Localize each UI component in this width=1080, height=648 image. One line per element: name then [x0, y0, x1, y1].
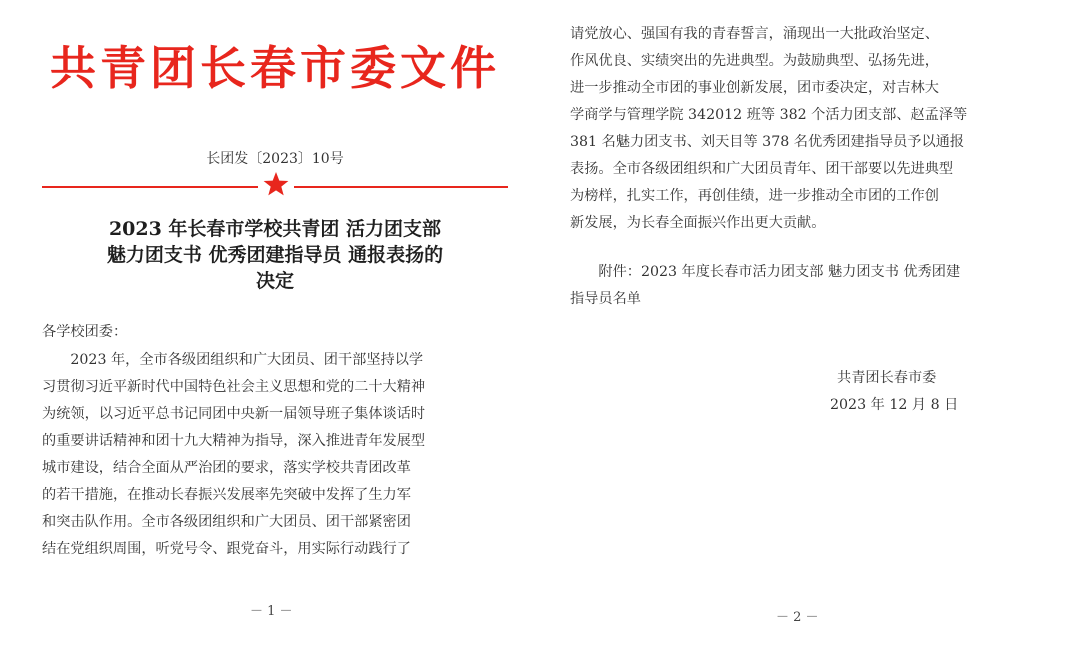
body-text-line: 进一步推动全市团的事业创新发展，团市委决定，对吉林大 — [570, 80, 939, 96]
signature: 共青团长春市委 — [837, 370, 937, 386]
attachment-line: 附件：2023 年度长春市活力团支部 魅力团支书 优秀团建 — [570, 264, 961, 280]
document-headline-line: 魅力团支书 优秀团建指导员 通报表扬的 — [106, 244, 444, 266]
body-text-line: 新发展，为长春全面振兴作出更大贡献。 — [570, 215, 826, 231]
body-text-line: 表扬。全市各级团组织和广大团员青年、团干部要以先进典型 — [570, 161, 954, 177]
body-text-line: 2023 年，全市各级团组织和广大团员、团干部坚持以学 — [42, 352, 424, 368]
body-text-line: 为统领，以习近平总书记同团中央新一届领导班子集体谈话时 — [42, 406, 426, 422]
body-text-line: 的若干措施，在推动长春振兴发展率先突破中发挥了生力军 — [42, 487, 411, 503]
body-text-line: 381 名魅力团支书、刘天目等 378 名优秀团建指导员予以通报 — [570, 134, 965, 150]
body-text-line: 结在党组织周围，听党号令、跟党奋斗，用实际行动践行了 — [42, 541, 411, 557]
body-text-line: 习贯彻习近平新时代中国特色社会主义思想和党的二十大精神 — [42, 379, 426, 395]
body-text-line: 和突击队作用。全市各级团组织和广大团员、团干部紧密团 — [42, 514, 411, 530]
salutation: 各学校团委： — [42, 324, 128, 340]
document-number: 长团发〔2023〕10号 — [206, 151, 344, 167]
document-headline-line: 决定 — [255, 270, 294, 292]
body-text-line: 为榜样，扎实工作，再创佳绩，进一步推动全市团的工作创 — [570, 188, 939, 204]
red-divider-right — [294, 186, 508, 188]
body-text-line: 城市建设，结合全面从严治团的要求，落实学校共青团改革 — [42, 460, 411, 476]
attachment-line: 指导员名单 — [570, 291, 641, 307]
page-number: － 1 － — [250, 604, 293, 619]
document-headline-line: 2023 年长春市学校共青团 活力团支部 — [108, 218, 442, 240]
red-star-icon — [262, 170, 290, 198]
body-text-line: 学商学与管理学院 342012 班等 382 个活力团支部、赵孟泽等 — [570, 107, 968, 123]
document-page-2 — [540, 0, 1080, 648]
body-text-line: 的重要讲话精神和团十九大精神为指导，深入推进青年发展型 — [42, 433, 426, 449]
document-header-title: 共青团长春市委文件 — [50, 41, 500, 95]
issue-date: 2023 年 12 月 8 日 — [830, 397, 959, 413]
body-text-line: 作风优良、实绩突出的先进典型。为鼓励典型、弘扬先进， — [570, 53, 939, 69]
body-text-line: 请党放心、强国有我的青春誓言，涌现出一大批政治坚定、 — [570, 26, 939, 42]
page-number: － 2 － — [776, 610, 819, 625]
red-divider-left — [42, 186, 258, 188]
